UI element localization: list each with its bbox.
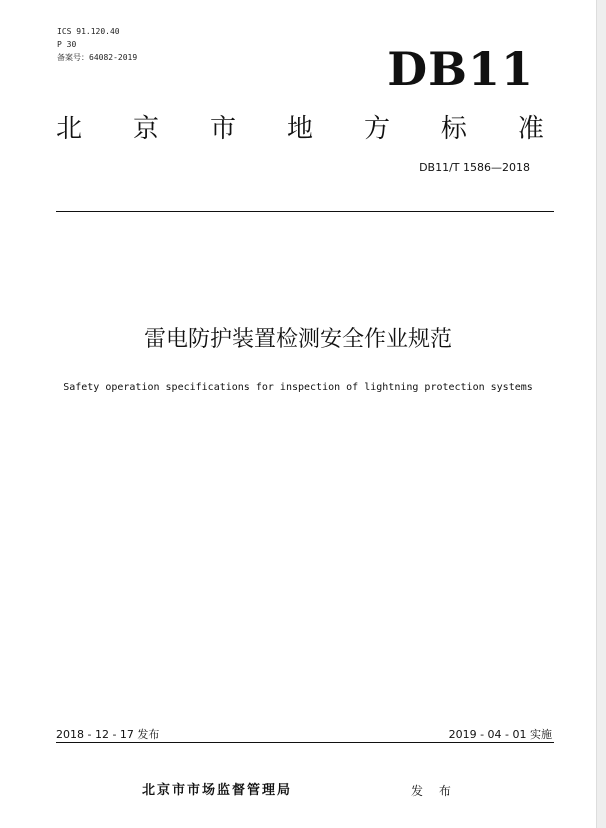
standard-category-title xyxy=(56,112,544,146)
scrollbar-track[interactable] xyxy=(596,0,606,828)
category-char: 市 xyxy=(209,114,236,144)
footer-divider xyxy=(56,742,554,743)
ccs-code: P 30 xyxy=(57,40,77,49)
category-char: 标 xyxy=(440,114,467,144)
document-title-cn: 雷电防护装置检测安全作业规范 xyxy=(143,327,452,352)
category-char: 方 xyxy=(363,114,390,144)
standard-logo: DB11 xyxy=(387,42,534,96)
category-char: 地 xyxy=(286,114,313,144)
issuing-authority: 北京市市场监督管理局 xyxy=(142,783,293,798)
document-title-en: Safety operation specifications for inspection of lightning protection systems xyxy=(63,382,533,393)
record-number: 备案号：64082-2019 xyxy=(57,53,138,62)
publish-date: 2018 - 12 - 17 发布 xyxy=(56,728,160,741)
category-char: 北 xyxy=(56,114,83,144)
issue-label: 发 布 xyxy=(411,784,457,798)
header-divider xyxy=(56,211,554,212)
category-char: 准 xyxy=(517,114,544,144)
ics-code: ICS 91.120.40 xyxy=(57,27,120,36)
category-char: 京 xyxy=(132,114,159,144)
standard-number: DB11/T 1586—2018 xyxy=(419,161,530,174)
effective-date: 2019 - 04 - 01 实施 xyxy=(448,728,552,741)
